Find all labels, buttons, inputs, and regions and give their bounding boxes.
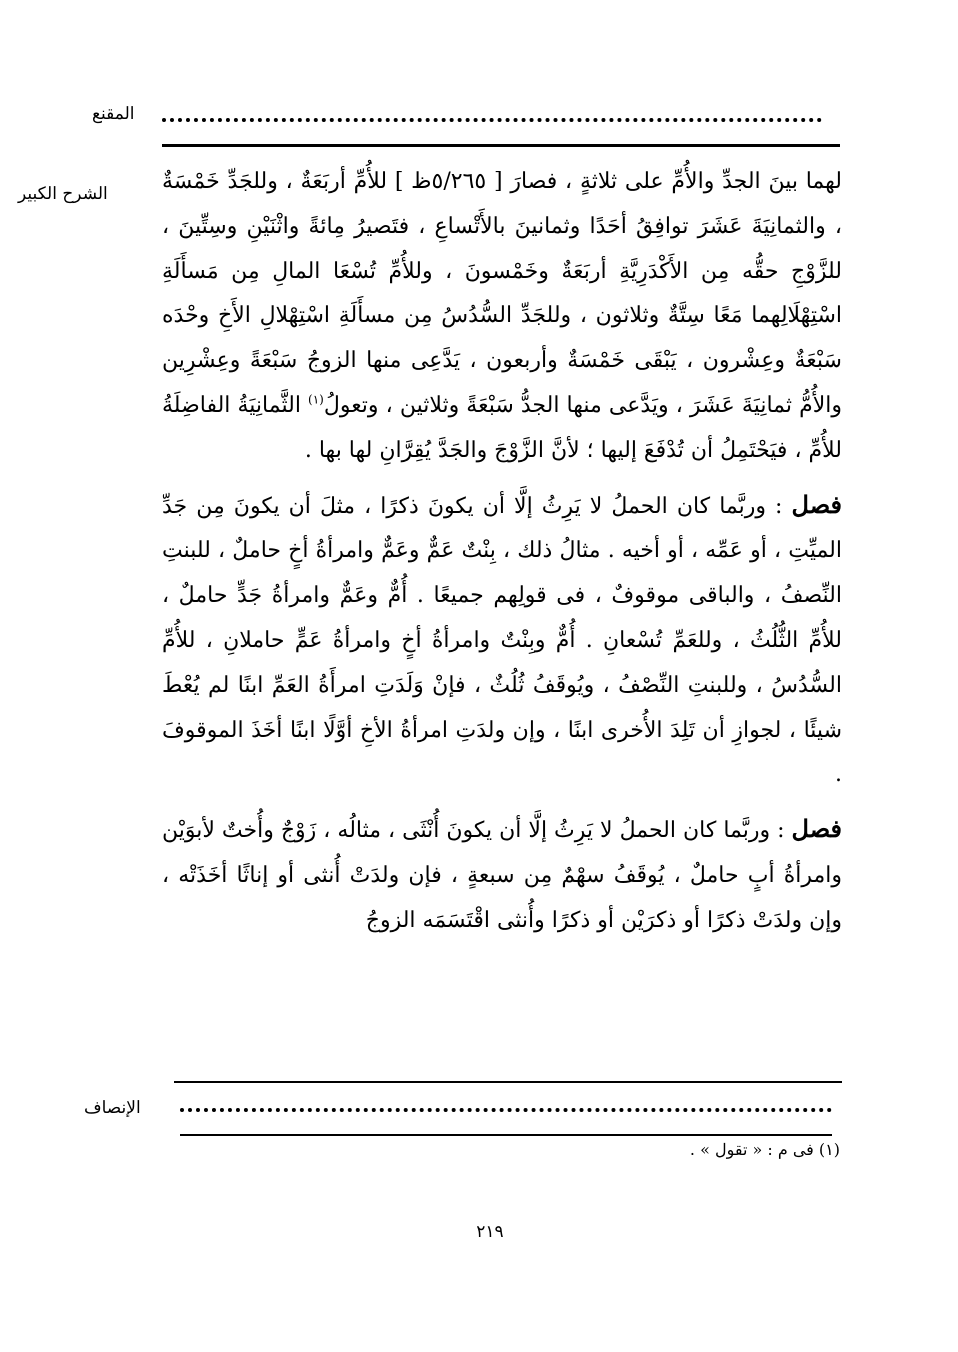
bottom-rule [174,1081,842,1083]
paragraph-1 [162,160,842,474]
header-label-muqni: المقنع [92,104,135,124]
footnote-ref: (١) [308,392,324,407]
section-heading-fasl: فصل [791,489,842,519]
side-label-sharh-kabir: الشرح الكبير [18,184,108,204]
header-dotted-leader [162,118,822,122]
section-heading-fasl-2: فصل [791,814,842,844]
paragraph-2 [162,483,842,799]
paragraph-1-text: لهما بينَ الجدِّ والأُمِّ على ثلاثةٍ ، فصارَ [ ٥/٢٦٥ظ ] للأُمِّ أربَعَةٌ ، وللجَدِّ خَمْسَةٌ ، والثمانِيَةَ عَشَرَ توافِقُ أحَدًا وثمانينَ بالأَتْساعِ ، فتَصيرُ مِائةً واثْنَيْنِ وسِتِّينَ ، للزَّوْجِ حقُّه مِن الأَكْدَرِيَّةِ أربَعَةٌ وخَمْسونَ ، وللأُمِّ تُسْعَا المالِ مِن مَسأَلَةِ اسْتِهْلَالِهما مَعًا سِتَّةٌ وثلاثون ، وللجَدِّ السُّدُسُ مِن مسأَلَةِ اسْتِهْلالِ الأَخِ وحْدَه سَبْعَةٌ وعِشْرون ، يَبْقَى خَمْسَةٌ وأربعون ، يَدَّعِى منها الزوجُ سَبْعَةً وعِشْرِين والأُمُّ ثمانِيَةَ عَشَرَ ، ويَدَّعى منها الجدُّ سَبْعَةً وثلاثين ، وتعولُ [162,169,842,418]
paragraph-2-text: : وربَّما كان الحملُ لا يَرِثُ إلَّا أن يكونَ ذكرًا ، مثلَ أن يكونَ مِن جَدِّ الميِّتِ ، أو عَمِّه ، أو أخيه . مثالُ ذلك ، بِنْتٌ عَمٌّ وعَمٌّ وامرأةُ أخٍ حاملٌ ، للبنتِ النِّصفُ ، والباقى موقوفٌ ، فى قولِهم جميعًا . أُمٌّ وعَمٌّ وامرأةُ جَدٍّ حاملٌ ، للأُمِّ الثُّلُثُ ، وللعَمِّ تُسْعانِ . أُمٌّ وبِنْتٌ وامرأةُ أخٍ وامرأةُ عَمٍّ حاملانِ ، للأُمِّ السُّدُسُ ، وللبنتِ النِّصْفُ ، ويُوقَفُ ثُلُثٌ ، فإنْ وَلَدَتِ امرأَةُ العَمِّ ابنًا لم يُعْطَ شيئًا ، لجوازِ أن تَلِدَ الأُخرى ابنًا ، وإن ولدَتِ امرأةُ الأخِ أوَّلًا ابنًا أخَذَ الموقوفَ . [162,493,842,788]
insaf-rule [180,1134,832,1136]
page-number: ٢١٩ [476,1222,504,1242]
paragraph-3 [162,807,842,943]
paragraph-1-tail: الثَّمانِيَةُ الفاضِلَةُ للأُمِّ ، فيَحْتَمِلُ أن تُدْفَعَ إليها ؛ لأنَّ الزَّوْجَ والجَدَّ يُقِرَّانِ لها بها . [162,392,842,463]
footnote: (١) فى م : « تقول » . [689,1140,840,1159]
paragraph-3-text: : وربَّما كان الحملُ لا يَرِثُ إلَّا أن يكونَ أُنْثَى ، مثالُه ، زَوْجٌ وأُختٌ لأبوَيْن وامرأةُ أبٍ حاملٌ ، يُوقَفُ سهْمٌ مِن سبعةٍ ، فإن ولدَتْ أُنثى أو إناثًا أخَذَتْه ، وإن ولدَتْ ذكرًا أو ذكرَيْن أو ذكرًا وأُنثى اقْتَسَمَه الزوجُ [162,818,842,933]
side-label-insaf: الإنصاف [84,1098,141,1118]
insaf-dotted-leader [180,1108,832,1112]
header-rule [162,144,840,147]
main-text [162,160,842,944]
